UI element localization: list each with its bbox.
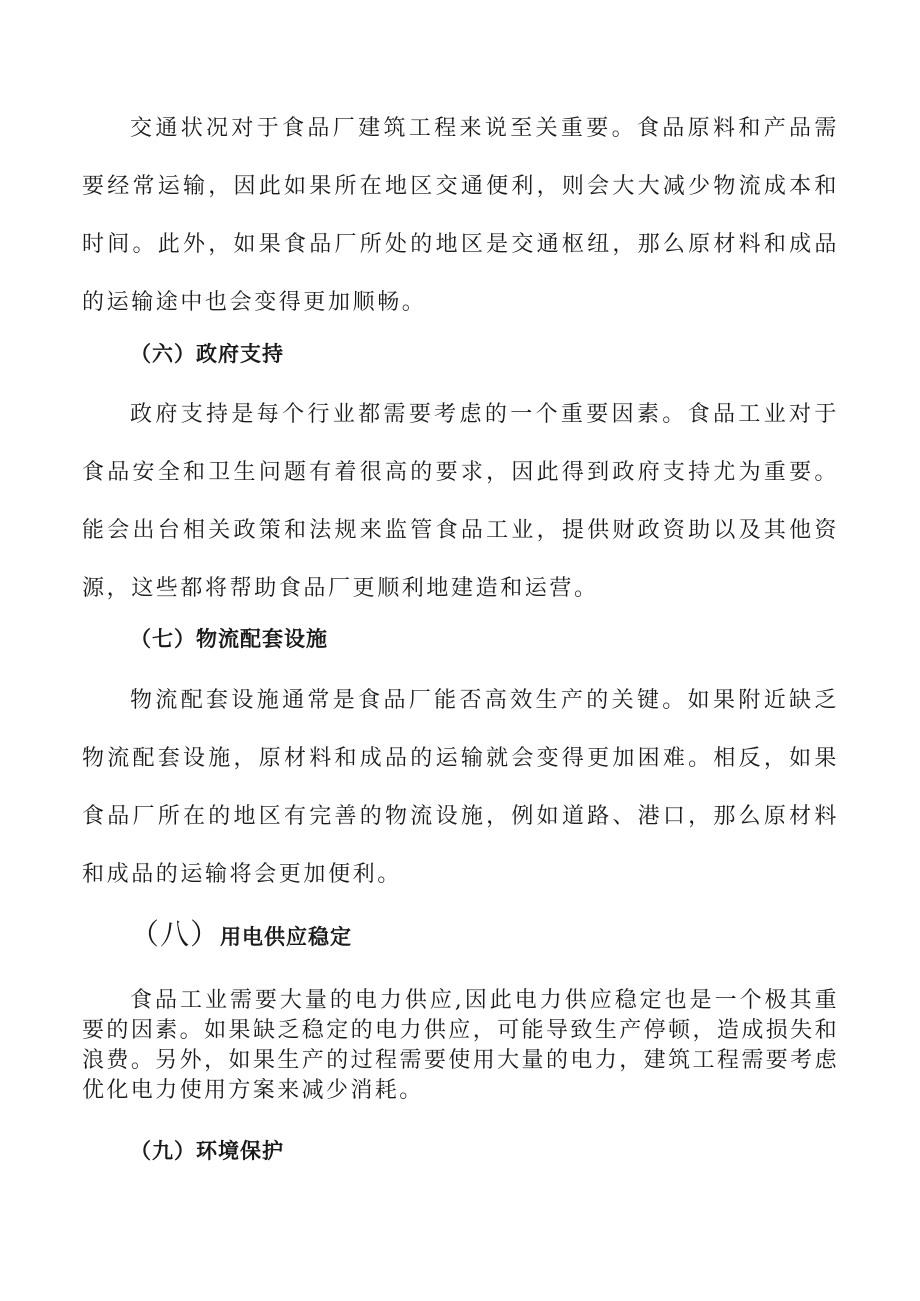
heading-environmental-protection: （九）环境保护: [130, 1139, 284, 1163]
heading-logistics-facilities: （七）物流配套设施: [130, 627, 328, 651]
paragraph-power-supply: 食品工业需要大量的电力供应,因此电力供应稳定也是一个极其重要的因素。如果缺乏稳定的电力供应，可能导致生产停顿，造成损失和浪费。另外，如果生产的过程需要使用大量的电力，建筑工程需要考虑优化电力使用方案来减少消耗。: [82, 988, 839, 1103]
heading-power-supply-text: 用电供应稳定: [220, 925, 353, 949]
heading-government-support: （六）政府支持: [130, 342, 284, 366]
paragraph-traffic: 交通状况对于食品厂建筑工程来说至关重要。食品原料和产品需要经常运输，因此如果所在地区交通便利，则会大大减少物流成本和时间。此外，如果食品厂所处的地区是交通枢纽，那么原材料和成品的运输途中也会变得更加顺畅。: [82, 116, 839, 315]
paragraph-logistics-facilities: 物流配套设施通常是食品厂能否高效生产的关键。如果附近缺乏物流配套设施，原材料和成品的运输就会变得更加困难。相反，如果食品厂所在的地区有完善的物流设施，例如道路、港口，那么原材料和成品的运输将会更加便利。: [82, 688, 839, 887]
heading-power-supply: [130, 912, 352, 953]
heading-power-supply-number: （八）: [130, 917, 221, 951]
paragraph-government-support: 政府支持是每个行业都需要考虑的一个重要因素。食品工业对于食品安全和卫生问题有着很高的要求，因此得到政府支持尤为重要。能会出台相关政策和法规来监管食品工业，提供财政资助以及其他资源，这些都将帮助食品厂更顺利地建造和运营。: [82, 402, 839, 601]
